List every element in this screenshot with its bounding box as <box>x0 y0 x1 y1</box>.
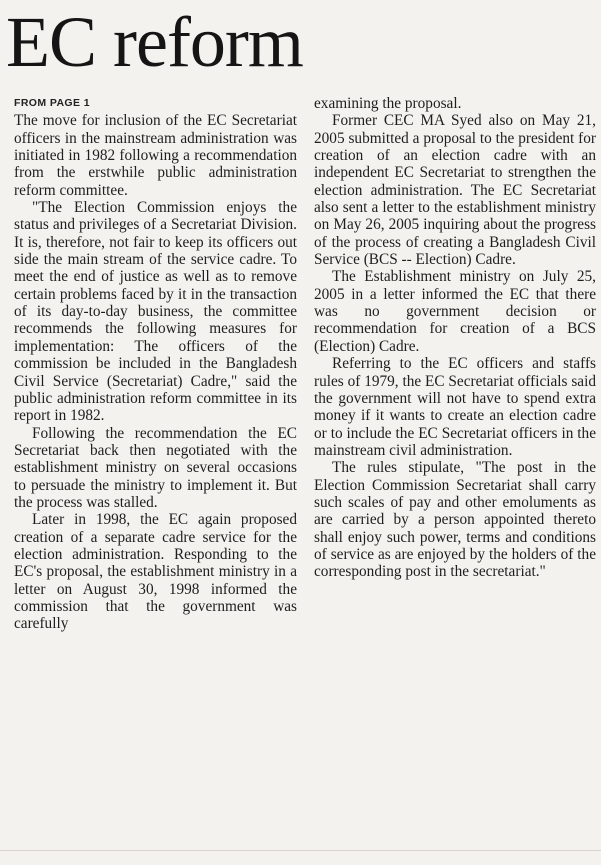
kicker: FROM PAGE 1 <box>14 97 90 109</box>
paragraph: Later in 1998, the EC again proposed creation of a separate cadre service for the election administration. Responding to the EC's proposal, the establishment ministry in a letter on August 30, 1998 informed the commission that the government was carefully <box>14 511 297 633</box>
left-column <box>14 95 297 633</box>
paragraph: The Establishment ministry on July 25, 2005 in a letter informed the EC that there was no government decision or recommendation for creation of a BCS (Election) Cadre. <box>314 268 596 355</box>
paragraph: Former CEC MA Syed also on May 21, 2005 submitted a proposal to the president for creation of an election cadre with an independent EC Secretariat to strengthen the election administration. The EC Secretariat also sent a letter to the establishment ministry on May 26, 2005 inquiring about the progress of the process of creating a Bangladesh Civil Service (BCS -- Election) Cadre. <box>314 112 596 269</box>
bottom-rule <box>0 850 601 851</box>
paragraph: "The Election Commission enjoys the status and privileges of a Secretariat Division. It is, therefore, not fair to keep its officers out side the main stream of the service cadre. To meet the end of justice as well as to remove certain problems faced by it in the transaction of its day-to-day business, the committee recommends the following measures for implementation: The officers of the commission be included in the Bangladesh Civil Service (Secretariat) Cadre," said the public administration reform committee in its report in 1982. <box>14 199 297 425</box>
paragraph-continued: examining the proposal. <box>314 95 462 112</box>
paragraph: Referring to the EC officers and staffs rules of 1979, the EC Secretariat officials said the government will not have to spend extra money if it wants to create an election cadre or to include the EC Secretariat officers in the mainstream civil administration. <box>314 355 596 459</box>
paragraph: The rules stipulate, "The post in the Election Commission Secretariat shall carry such scales of pay and other emoluments as are carried by a person appointed thereto shall enjoy such power, terms and conditions of service as are enjoyed by the holders of the corresponding post in the secretariat." <box>314 459 596 581</box>
paragraph: The move for inclusion of the EC Secretariat officers in the mainstream administration was initiated in 1982 following a recommendation from the erstwhile public administration reform committee. <box>14 112 297 199</box>
headline: EC reform <box>6 2 303 82</box>
paragraph: Following the recommendation the EC Secretariat back then negotiated with the establishment ministry on several occasions to persuade the ministry to implement it. But the process was stalled. <box>14 424 297 511</box>
right-column <box>314 95 596 581</box>
